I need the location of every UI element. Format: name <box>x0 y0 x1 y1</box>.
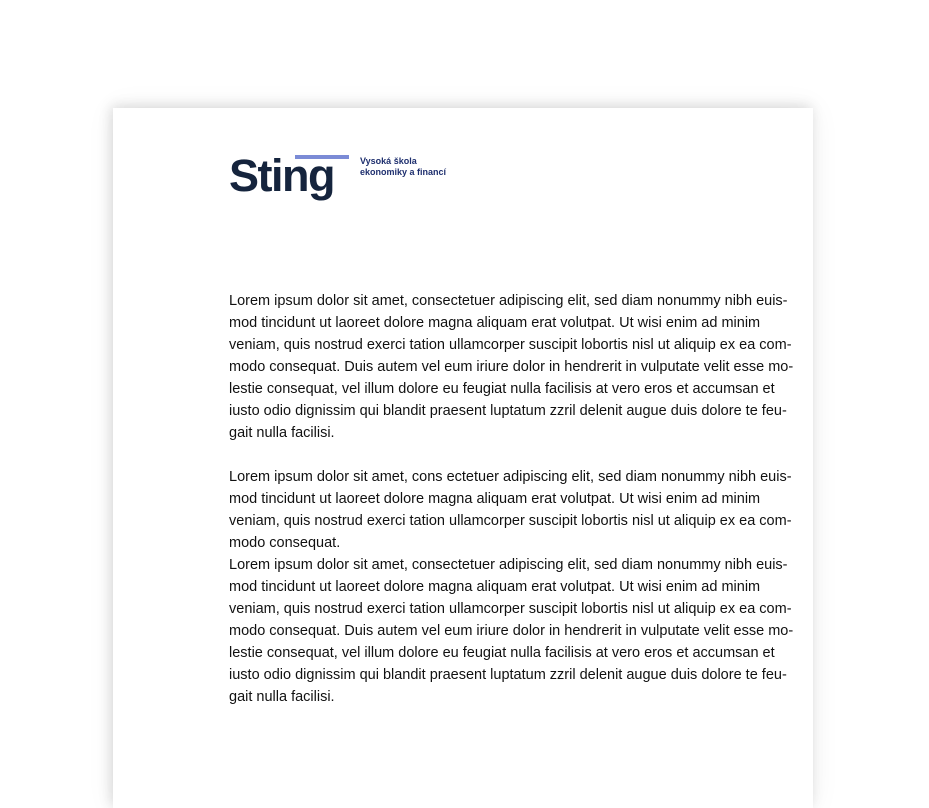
letter-page <box>113 108 813 808</box>
text-line: gait nulla facilisi. <box>229 425 335 441</box>
text-line: Lorem ipsum dolor sit amet, consectetuer adipiscing elit, sed diam nonummy nibh euis- <box>229 557 788 573</box>
text-line: gait nulla facilisi. <box>229 689 335 705</box>
text-line: veniam, quis nostrud exerci tation ullamcorper suscipit lobortis nisl ut aliquip ex ea com- <box>229 337 792 353</box>
text-line: lestie consequat, vel illum dolore eu feugiat nulla facilisis at vero eros et accumsan et <box>229 381 775 397</box>
paragraph-1 <box>229 290 929 444</box>
paragraph-2 <box>229 466 929 708</box>
text-line: modo consequat. Duis autem vel eum iriure dolor in hendrerit in vulputate velit esse mo- <box>229 623 794 639</box>
text-line: lestie consequat, vel illum dolore eu feugiat nulla facilisis at vero eros et accumsan et <box>229 645 775 661</box>
text-line: modo consequat. Duis autem vel eum iriure dolor in hendrerit in vulputate velit esse mo- <box>229 359 794 375</box>
text-line: iusto odio dignissim qui blandit praesent luptatum zzril delenit augue duis dolore te feu- <box>229 667 787 683</box>
sting-logo <box>229 151 489 205</box>
paragraph-gap <box>229 444 929 466</box>
text-line: iusto odio dignissim qui blandit praesent luptatum zzril delenit augue duis dolore te feu- <box>229 403 787 419</box>
text-line: veniam, quis nostrud exerci tation ullamcorper suscipit lobortis nisl ut aliquip ex ea com- <box>229 513 792 529</box>
text-line: modo consequat. <box>229 535 341 551</box>
text-line: veniam, quis nostrud exerci tation ullamcorper suscipit lobortis nisl ut aliquip ex ea com- <box>229 601 792 617</box>
logo-tagline-line2: ekonomiky a financí <box>360 167 447 177</box>
logo-tagline <box>360 156 446 178</box>
text-line: mod tincidunt ut laoreet dolore magna aliquam erat volutpat. Ut wisi enim ad minim <box>229 579 761 595</box>
letter-body <box>229 290 929 708</box>
logo-wordmark: Sting <box>229 150 334 201</box>
text-line: Lorem ipsum dolor sit amet, consectetuer adipiscing elit, sed diam nonummy nibh euis- <box>229 293 788 309</box>
text-line: mod tincidunt ut laoreet dolore magna aliquam erat volutpat. Ut wisi enim ad minim <box>229 491 761 507</box>
text-line: mod tincidunt ut laoreet dolore magna aliquam erat volutpat. Ut wisi enim ad minim <box>229 315 761 331</box>
logo-tagline-line1: Vysoká škola <box>360 156 417 166</box>
text-line: Lorem ipsum dolor sit amet, cons ectetuer adipiscing elit, sed diam nonummy nibh euis- <box>229 469 792 485</box>
